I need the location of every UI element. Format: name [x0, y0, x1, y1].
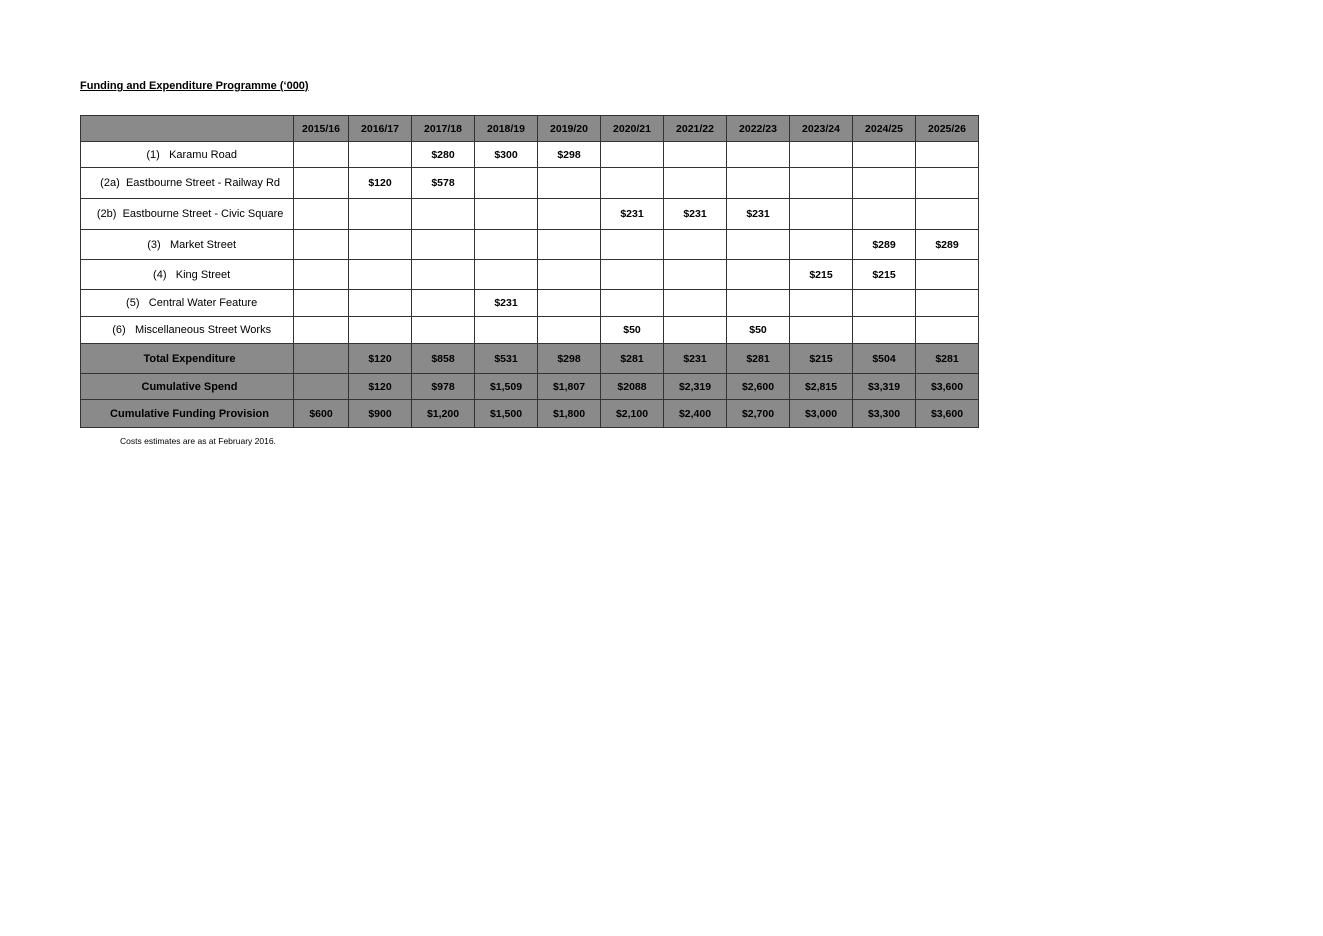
project-label-cell — [81, 168, 294, 199]
amount-cell — [664, 142, 727, 168]
amount-cell — [790, 290, 853, 317]
project-row — [81, 168, 979, 199]
amount-cell — [412, 290, 475, 317]
amount-cell — [853, 199, 916, 230]
amount-cell — [727, 290, 790, 317]
table-body — [81, 142, 979, 428]
summary-amount-cell: $3,319 — [853, 374, 916, 400]
amount-cell — [916, 317, 979, 344]
funding-expenditure-table — [80, 115, 979, 428]
summary-amount-cell: $1,509 — [475, 374, 538, 400]
amount-cell — [294, 317, 349, 344]
summary-amount-cell: $298 — [538, 344, 601, 374]
year-header: 2024/25 — [853, 116, 916, 142]
amount-cell — [349, 199, 412, 230]
amount-cell — [294, 260, 349, 290]
amount-cell — [538, 199, 601, 230]
amount-cell — [601, 142, 664, 168]
amount-cell — [349, 260, 412, 290]
amount-cell: $120 — [349, 168, 412, 199]
summary-row — [81, 344, 979, 374]
summary-amount-cell: $120 — [349, 374, 412, 400]
amount-cell — [412, 199, 475, 230]
amount-cell — [916, 199, 979, 230]
amount-cell: $289 — [853, 230, 916, 260]
project-name: Karamu Road — [169, 148, 237, 161]
header-row — [81, 116, 979, 142]
amount-cell — [727, 142, 790, 168]
summary-row — [81, 374, 979, 400]
project-code: (6) — [112, 324, 126, 336]
amount-cell — [412, 317, 475, 344]
summary-amount-cell: $3,600 — [916, 374, 979, 400]
amount-cell — [475, 168, 538, 199]
summary-amount-cell: $1,807 — [538, 374, 601, 400]
project-label-cell — [81, 142, 294, 168]
summary-amount-cell: $3,300 — [853, 400, 916, 428]
summary-amount-cell: $504 — [853, 344, 916, 374]
year-header: 2025/26 — [916, 116, 979, 142]
amount-cell — [853, 168, 916, 199]
amount-cell: $300 — [475, 142, 538, 168]
summary-amount-cell: $2,815 — [790, 374, 853, 400]
year-header: 2019/20 — [538, 116, 601, 142]
amount-cell — [475, 230, 538, 260]
year-header: 2022/23 — [727, 116, 790, 142]
summary-amount-cell: $531 — [475, 344, 538, 374]
year-header: 2021/22 — [664, 116, 727, 142]
amount-cell: $215 — [790, 260, 853, 290]
amount-cell: $298 — [538, 142, 601, 168]
amount-cell — [916, 168, 979, 199]
summary-amount-cell: $281 — [916, 344, 979, 374]
project-label-cell — [81, 230, 294, 260]
amount-cell — [790, 168, 853, 199]
amount-cell — [790, 199, 853, 230]
amount-cell: $50 — [727, 317, 790, 344]
summary-amount-cell: $2,400 — [664, 400, 727, 428]
project-name: Central Water Feature — [148, 297, 258, 309]
amount-cell — [538, 317, 601, 344]
summary-row — [81, 400, 979, 428]
project-row — [81, 260, 979, 290]
project-label-cell — [81, 290, 294, 317]
amount-cell — [349, 142, 412, 168]
document-title: Funding and Expenditure Programme (‘000) — [80, 80, 309, 92]
year-header: 2023/24 — [790, 116, 853, 142]
summary-amount-cell: $1,800 — [538, 400, 601, 428]
amount-cell — [349, 230, 412, 260]
amount-cell — [601, 168, 664, 199]
amount-cell: $50 — [601, 317, 664, 344]
summary-amount-cell: $120 — [349, 344, 412, 374]
summary-amount-cell: $215 — [790, 344, 853, 374]
project-label-cell — [81, 199, 294, 230]
amount-cell — [475, 260, 538, 290]
amount-cell — [664, 168, 727, 199]
amount-cell — [664, 317, 727, 344]
project-name: Miscellaneous Street Works — [134, 324, 272, 336]
summary-label: Cumulative Spend — [81, 374, 294, 400]
summary-amount-cell: $281 — [601, 344, 664, 374]
amount-cell — [538, 260, 601, 290]
amount-cell — [853, 290, 916, 317]
amount-cell — [538, 168, 601, 199]
project-code: (3) — [147, 238, 161, 251]
amount-cell — [664, 230, 727, 260]
project-code: (4) — [153, 268, 167, 281]
amount-cell — [916, 290, 979, 317]
summary-amount-cell: $978 — [412, 374, 475, 400]
amount-cell: $231 — [601, 199, 664, 230]
project-code: (2a) — [100, 177, 120, 189]
project-name: King Street — [175, 268, 231, 281]
project-row — [81, 230, 979, 260]
amount-cell — [664, 260, 727, 290]
project-row — [81, 142, 979, 168]
project-label-cell — [81, 260, 294, 290]
summary-amount-cell: $231 — [664, 344, 727, 374]
amount-cell: $280 — [412, 142, 475, 168]
amount-cell — [601, 290, 664, 317]
amount-cell — [294, 142, 349, 168]
year-header: 2015/16 — [294, 116, 349, 142]
amount-cell — [790, 317, 853, 344]
summary-label: Cumulative Funding Provision — [81, 400, 294, 428]
amount-cell — [294, 290, 349, 317]
summary-amount-cell: $3,000 — [790, 400, 853, 428]
table-header — [81, 116, 979, 142]
summary-amount-cell: $3,600 — [916, 400, 979, 428]
amount-cell — [475, 317, 538, 344]
amount-cell — [790, 142, 853, 168]
summary-amount-cell: $858 — [412, 344, 475, 374]
amount-cell — [294, 199, 349, 230]
amount-cell — [853, 142, 916, 168]
amount-cell — [538, 230, 601, 260]
amount-cell: $578 — [412, 168, 475, 199]
amount-cell: $231 — [475, 290, 538, 317]
summary-amount-cell: $1,500 — [475, 400, 538, 428]
summary-amount-cell: $1,200 — [412, 400, 475, 428]
amount-cell — [916, 260, 979, 290]
project-code: (1) — [146, 148, 160, 161]
amount-cell — [727, 260, 790, 290]
summary-amount-cell: $2,600 — [727, 374, 790, 400]
amount-cell — [349, 317, 412, 344]
summary-amount-cell: $2088 — [601, 374, 664, 400]
project-row — [81, 290, 979, 317]
amount-cell: $289 — [916, 230, 979, 260]
amount-cell — [601, 230, 664, 260]
summary-amount-cell — [294, 374, 349, 400]
amount-cell — [294, 230, 349, 260]
summary-amount-cell: $2,319 — [664, 374, 727, 400]
project-name: Eastbourne Street - Railway Rd — [125, 177, 281, 189]
project-name: Market Street — [169, 238, 237, 251]
year-header: 2018/19 — [475, 116, 538, 142]
project-name: Eastbourne Street - Civic Square — [122, 208, 284, 220]
project-code: (5) — [126, 297, 140, 309]
amount-cell: $215 — [853, 260, 916, 290]
header-corner-cell — [81, 116, 294, 142]
amount-cell — [412, 230, 475, 260]
amount-cell — [294, 168, 349, 199]
amount-cell — [538, 290, 601, 317]
year-header: 2020/21 — [601, 116, 664, 142]
project-row — [81, 317, 979, 344]
summary-amount-cell: $281 — [727, 344, 790, 374]
project-row — [81, 199, 979, 230]
amount-cell — [727, 230, 790, 260]
amount-cell: $231 — [727, 199, 790, 230]
summary-amount-cell: $2,700 — [727, 400, 790, 428]
summary-amount-cell: $600 — [294, 400, 349, 428]
amount-cell — [916, 142, 979, 168]
project-code: (2b) — [96, 208, 117, 220]
summary-amount-cell: $900 — [349, 400, 412, 428]
amount-cell — [790, 230, 853, 260]
amount-cell — [853, 317, 916, 344]
summary-amount-cell — [294, 344, 349, 374]
amount-cell — [727, 168, 790, 199]
summary-amount-cell: $2,100 — [601, 400, 664, 428]
year-header: 2016/17 — [349, 116, 412, 142]
amount-cell — [475, 199, 538, 230]
amount-cell — [601, 260, 664, 290]
summary-label: Total Expenditure — [81, 344, 294, 374]
amount-cell: $231 — [664, 199, 727, 230]
amount-cell — [412, 260, 475, 290]
cost-estimate-footnote: Costs estimates are as at February 2016. — [120, 436, 276, 446]
amount-cell — [349, 290, 412, 317]
year-header: 2017/18 — [412, 116, 475, 142]
amount-cell — [664, 290, 727, 317]
project-label-cell — [81, 317, 294, 344]
